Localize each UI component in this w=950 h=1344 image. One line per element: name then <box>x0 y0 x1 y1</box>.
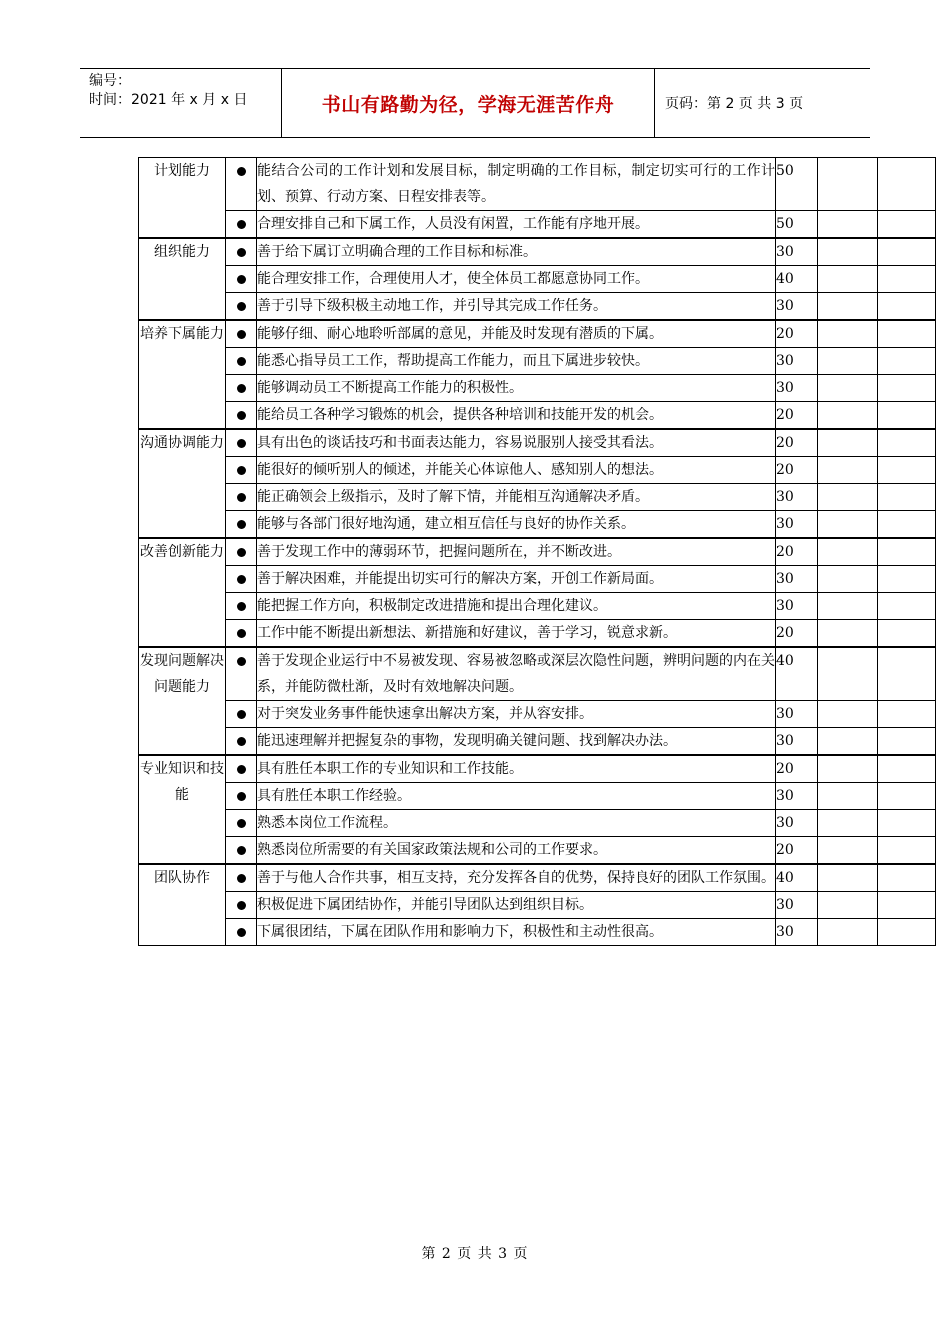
final-rating-cell[interactable] <box>878 375 936 402</box>
criterion-text: 善于引导下级积极主动地工作，并引导其完成工作任务。 <box>257 293 776 321</box>
final-rating-cell[interactable] <box>878 892 936 919</box>
table-row <box>139 837 936 865</box>
self-rating-cell[interactable] <box>818 211 878 239</box>
final-rating-cell[interactable] <box>878 810 936 837</box>
score-cell: 30 <box>776 919 818 946</box>
final-rating-cell[interactable] <box>878 837 936 865</box>
score-cell: 40 <box>776 266 818 293</box>
category-cell: 计划能力 <box>139 158 226 239</box>
table-row <box>139 647 936 701</box>
final-rating-cell[interactable] <box>878 158 936 211</box>
bullet-cell <box>226 511 257 539</box>
self-rating-cell[interactable] <box>818 892 878 919</box>
criterion-text: 善于发现企业运行中不易被发现、容易被忽略或深层次隐性问题，辨明问题的内在关系，并能防微杜渐，及时有效地解决问题。 <box>257 647 776 701</box>
final-rating-cell[interactable] <box>878 566 936 593</box>
bullet-cell <box>226 484 257 511</box>
bullet-icon <box>237 765 246 774</box>
score-cell: 20 <box>776 457 818 484</box>
bullet-cell <box>226 348 257 375</box>
self-rating-cell[interactable] <box>818 919 878 946</box>
criterion-text: 善于给下属订立明确合理的工作目标和标准。 <box>257 238 776 266</box>
score-cell: 50 <box>776 211 818 239</box>
final-rating-cell[interactable] <box>878 211 936 239</box>
bullet-icon <box>237 819 246 828</box>
bullet-cell <box>226 783 257 810</box>
table-row <box>139 238 936 266</box>
self-rating-cell[interactable] <box>818 158 878 211</box>
bullet-cell <box>226 864 257 892</box>
document-number-label: 编号： <box>89 73 131 89</box>
bullet-icon <box>237 629 246 638</box>
score-cell: 30 <box>776 701 818 728</box>
bullet-cell <box>226 837 257 865</box>
bullet-cell <box>226 320 257 348</box>
final-rating-cell[interactable] <box>878 538 936 566</box>
page-footer: 第 2 页 共 3 页 <box>421 1246 529 1262</box>
self-rating-cell[interactable] <box>818 593 878 620</box>
table-row <box>139 293 936 321</box>
table-row <box>139 593 936 620</box>
bullet-icon <box>237 657 246 666</box>
self-rating-cell[interactable] <box>818 620 878 648</box>
score-cell: 30 <box>776 484 818 511</box>
final-rating-cell[interactable] <box>878 620 936 648</box>
score-cell: 30 <box>776 728 818 756</box>
bullet-cell <box>226 728 257 756</box>
table-row <box>139 211 936 239</box>
criterion-text: 能够与各部门很好地沟通，建立相互信任与良好的协作关系。 <box>257 511 776 539</box>
self-rating-cell[interactable] <box>818 837 878 865</box>
table-row <box>139 728 936 756</box>
final-rating-cell[interactable] <box>878 755 936 783</box>
criterion-text: 能给员工各种学习锻炼的机会，提供各种培训和技能开发的机会。 <box>257 402 776 430</box>
score-cell: 50 <box>776 158 818 211</box>
self-rating-cell[interactable] <box>818 375 878 402</box>
evaluation-table <box>138 157 936 946</box>
bullet-icon <box>237 384 246 393</box>
score-cell: 30 <box>776 892 818 919</box>
self-rating-cell[interactable] <box>818 701 878 728</box>
final-rating-cell[interactable] <box>878 457 936 484</box>
self-rating-cell[interactable] <box>818 457 878 484</box>
table-row <box>139 919 936 946</box>
bullet-icon <box>237 548 246 557</box>
bullet-cell <box>226 620 257 648</box>
criterion-text: 下属很团结，下属在团队作用和影响力下，积极性和主动性很高。 <box>257 919 776 946</box>
criterion-text: 能结合公司的工作计划和发展目标，制定明确的工作目标，制定切实可行的工作计划、预算、行动方案、日程安排表等。 <box>257 158 776 211</box>
category-cell: 培养下属能力 <box>139 320 226 429</box>
criterion-text: 对于突发业务事件能快速拿出解决方案，并从容安排。 <box>257 701 776 728</box>
table-row <box>139 783 936 810</box>
bullet-icon <box>237 439 246 448</box>
table-row <box>139 566 936 593</box>
final-rating-cell[interactable] <box>878 728 936 756</box>
header-page-info: 页码：第 2 页 共 3 页 <box>665 96 804 112</box>
bullet-icon <box>237 928 246 937</box>
bullet-icon <box>237 220 246 229</box>
table-row <box>139 266 936 293</box>
table-row <box>139 348 936 375</box>
bullet-cell <box>226 211 257 239</box>
final-rating-cell[interactable] <box>878 511 936 539</box>
self-rating-cell[interactable] <box>818 538 878 566</box>
score-cell: 20 <box>776 429 818 457</box>
score-cell: 20 <box>776 320 818 348</box>
bullet-icon <box>237 330 246 339</box>
table-row <box>139 864 936 892</box>
score-cell: 30 <box>776 593 818 620</box>
self-rating-cell[interactable] <box>818 293 878 321</box>
final-rating-cell[interactable] <box>878 647 936 701</box>
bullet-icon <box>237 602 246 611</box>
bullet-cell <box>226 538 257 566</box>
bullet-cell <box>226 566 257 593</box>
bullet-icon <box>237 846 246 855</box>
header-motto: 书山有路勤为径，学海无涯苦作舟 <box>282 69 655 137</box>
self-rating-cell[interactable] <box>818 864 878 892</box>
self-rating-cell[interactable] <box>818 238 878 266</box>
table-row <box>139 511 936 539</box>
score-cell: 30 <box>776 566 818 593</box>
bullet-cell <box>226 810 257 837</box>
criterion-text: 能迅速理解并把握复杂的事物，发现明确关键问题、找到解决办法。 <box>257 728 776 756</box>
bullet-icon <box>237 248 246 257</box>
criterion-text: 熟悉本岗位工作流程。 <box>257 810 776 837</box>
score-cell: 30 <box>776 348 818 375</box>
category-cell: 改善创新能力 <box>139 538 226 647</box>
final-rating-cell[interactable] <box>878 783 936 810</box>
table-row <box>139 755 936 783</box>
bullet-cell <box>226 429 257 457</box>
score-cell: 30 <box>776 783 818 810</box>
table-row <box>139 457 936 484</box>
table-row <box>139 701 936 728</box>
bullet-cell <box>226 238 257 266</box>
self-rating-cell[interactable] <box>818 566 878 593</box>
bullet-cell <box>226 755 257 783</box>
criterion-text: 积极促进下属团结协作，并能引导团队达到组织目标。 <box>257 892 776 919</box>
criterion-text: 能把握工作方向，积极制定改进措施和提出合理化建议。 <box>257 593 776 620</box>
self-rating-cell[interactable] <box>818 484 878 511</box>
final-rating-cell[interactable] <box>878 266 936 293</box>
final-rating-cell[interactable] <box>878 402 936 430</box>
self-rating-cell[interactable] <box>818 511 878 539</box>
score-cell: 30 <box>776 238 818 266</box>
bullet-icon <box>237 575 246 584</box>
final-rating-cell[interactable] <box>878 864 936 892</box>
bullet-icon <box>237 710 246 719</box>
page-header <box>80 68 870 138</box>
self-rating-cell[interactable] <box>818 402 878 430</box>
criterion-text: 具有胜任本职工作经验。 <box>257 783 776 810</box>
score-cell: 20 <box>776 620 818 648</box>
criterion-text: 能很好的倾听别人的倾述，并能关心体谅他人、感知别人的想法。 <box>257 457 776 484</box>
score-cell: 30 <box>776 810 818 837</box>
document-date: 时间：2021 年 x 月 x 日 <box>89 92 248 108</box>
criterion-text: 能悉心指导员工工作，帮助提高工作能力，而且下属进步较快。 <box>257 348 776 375</box>
bullet-icon <box>237 901 246 910</box>
bullet-icon <box>237 493 246 502</box>
self-rating-cell[interactable] <box>818 783 878 810</box>
self-rating-cell[interactable] <box>818 348 878 375</box>
bullet-cell <box>226 293 257 321</box>
score-cell: 40 <box>776 864 818 892</box>
bullet-cell <box>226 402 257 430</box>
final-rating-cell[interactable] <box>878 919 936 946</box>
category-cell: 组织能力 <box>139 238 226 320</box>
table-row <box>139 402 936 430</box>
category-cell: 沟通协调能力 <box>139 429 226 538</box>
bullet-icon <box>237 411 246 420</box>
table-row <box>139 375 936 402</box>
bullet-cell <box>226 457 257 484</box>
criterion-text: 能够仔细、耐心地聆听部属的意见，并能及时发现有潜质的下属。 <box>257 320 776 348</box>
table-row <box>139 810 936 837</box>
self-rating-cell[interactable] <box>818 429 878 457</box>
criterion-text: 合理安排自己和下属工作，人员没有闲置，工作能有序地开展。 <box>257 211 776 239</box>
bullet-cell <box>226 593 257 620</box>
self-rating-cell[interactable] <box>818 755 878 783</box>
table-row <box>139 158 936 211</box>
bullet-cell <box>226 647 257 701</box>
bullet-icon <box>237 357 246 366</box>
final-rating-cell[interactable] <box>878 484 936 511</box>
criterion-text: 善于与他人合作共事，相互支持，充分发挥各自的优势，保持良好的团队工作氛围。 <box>257 864 776 892</box>
bullet-icon <box>237 167 246 176</box>
category-cell: 团队协作 <box>139 864 226 946</box>
final-rating-cell[interactable] <box>878 293 936 321</box>
score-cell: 20 <box>776 755 818 783</box>
category-cell: 发现问题解决问题能力 <box>139 647 226 755</box>
bullet-cell <box>226 892 257 919</box>
score-cell: 30 <box>776 511 818 539</box>
criterion-text: 具有胜任本职工作的专业知识和工作技能。 <box>257 755 776 783</box>
table-row <box>139 320 936 348</box>
criterion-text: 具有出色的谈话技巧和书面表达能力，容易说服别人接受其看法。 <box>257 429 776 457</box>
category-cell: 专业知识和技能 <box>139 755 226 864</box>
score-cell: 30 <box>776 293 818 321</box>
table-row <box>139 892 936 919</box>
final-rating-cell[interactable] <box>878 429 936 457</box>
final-rating-cell[interactable] <box>878 593 936 620</box>
self-rating-cell[interactable] <box>818 266 878 293</box>
table-row <box>139 620 936 648</box>
final-rating-cell[interactable] <box>878 701 936 728</box>
bullet-cell <box>226 266 257 293</box>
bullet-icon <box>237 792 246 801</box>
criterion-text: 能正确领会上级指示，及时了解下情，并能相互沟通解决矛盾。 <box>257 484 776 511</box>
bullet-icon <box>237 275 246 284</box>
bullet-icon <box>237 874 246 883</box>
self-rating-cell[interactable] <box>818 728 878 756</box>
bullet-cell <box>226 158 257 211</box>
final-rating-cell[interactable] <box>878 348 936 375</box>
table-row <box>139 538 936 566</box>
bullet-cell <box>226 375 257 402</box>
bullet-icon <box>237 302 246 311</box>
bullet-cell <box>226 919 257 946</box>
bullet-icon <box>237 466 246 475</box>
final-rating-cell[interactable] <box>878 320 936 348</box>
criterion-text: 善于发现工作中的薄弱环节，把握问题所在，并不断改进。 <box>257 538 776 566</box>
criterion-text: 善于解决困难，并能提出切实可行的解决方案，开创工作新局面。 <box>257 566 776 593</box>
self-rating-cell[interactable] <box>818 647 878 701</box>
table-row <box>139 429 936 457</box>
score-cell: 30 <box>776 375 818 402</box>
self-rating-cell[interactable] <box>818 810 878 837</box>
bullet-icon <box>237 737 246 746</box>
score-cell: 20 <box>776 402 818 430</box>
criterion-text: 能够调动员工不断提高工作能力的积极性。 <box>257 375 776 402</box>
score-cell: 20 <box>776 538 818 566</box>
table-row <box>139 484 936 511</box>
criterion-text: 工作中能不断提出新想法、新措施和好建议，善于学习，锐意求新。 <box>257 620 776 648</box>
bullet-icon <box>237 520 246 529</box>
score-cell: 40 <box>776 647 818 701</box>
self-rating-cell[interactable] <box>818 320 878 348</box>
header-meta <box>80 69 282 137</box>
final-rating-cell[interactable] <box>878 238 936 266</box>
bullet-cell <box>226 701 257 728</box>
criterion-text: 熟悉岗位所需要的有关国家政策法规和公司的工作要求。 <box>257 837 776 865</box>
score-cell: 20 <box>776 837 818 865</box>
criterion-text: 能合理安排工作，合理使用人才，使全体员工都愿意协同工作。 <box>257 266 776 293</box>
